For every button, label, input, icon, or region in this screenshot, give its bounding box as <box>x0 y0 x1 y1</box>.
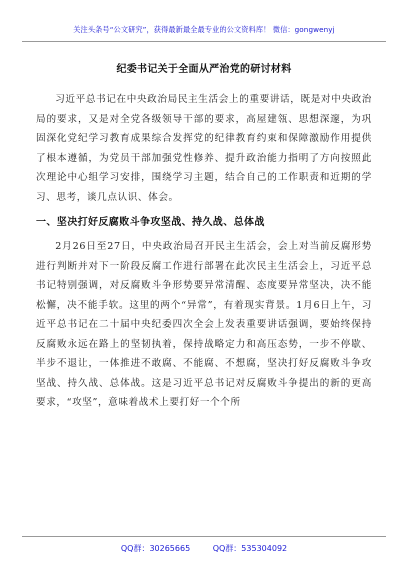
intro-paragraph: 习近平总书记在中央政治局民主生活会上的重要讲话，既是对中央政治局的要求，又是对全党各级领导干部的要求，高屋建瓴、思想深邃，为巩固深化党纪学习教育成果综合发挥党的纪律教育约束和保障激励作用提供了根本遵循，为党员干部加强党性修养、提升政治能力指明了方向按照此次理论中心组学习安排，围绕学习主题，结合自己的工作职责和近期的学习、思考，谈几点认识、体会。 <box>36 94 372 203</box>
section-1-paragraph: 2月26日至27日，中央政治局召开民主生活会，会上对当前反腐形势进行判断并对下一阶段反腐工作进行部署在此次民主生活会上，习近平总书记特别强调，对反腐败斗争形势要异常清醒、态度要异常坚决，决不能松懈，决不能手软。这里的两个“异常”，有着现实背景。1月6日上午，习近平总书记在二十届中央纪委四次全会上发表重要讲话强调，要始终保持反腐败永远在路上的坚韧执着，保持战略定力和高压态势，一步不停歇、半步不退让，一体推进不敢腐、不能腐、不想腐，坚决打好反腐败斗争攻坚战、持久战、总体战。这是习近平总书记对反腐败斗争提出的新的更高要求，“攻坚”，意味着战术上要打好一个个所 <box>36 241 372 408</box>
footer <box>0 543 408 554</box>
section-heading-1: 一、坚决打好反腐败斗争攻坚战、持久战、总体战 <box>36 217 265 228</box>
footer-qq-group-2[interactable]: QQ群：535304092 <box>212 544 288 553</box>
document-title: 纪委书记关于全面从严治党的研讨材料 <box>116 64 292 75</box>
header-divider <box>22 41 386 42</box>
footer-divider <box>22 536 386 537</box>
footer-qq-group-1[interactable]: QQ群：30265665 <box>120 544 191 553</box>
document-body <box>36 60 372 413</box>
header-banner[interactable]: 关注头条号“公文研究”，获得最新最全最专业的公文资料库！ 微信：gongwenyj <box>73 25 335 34</box>
